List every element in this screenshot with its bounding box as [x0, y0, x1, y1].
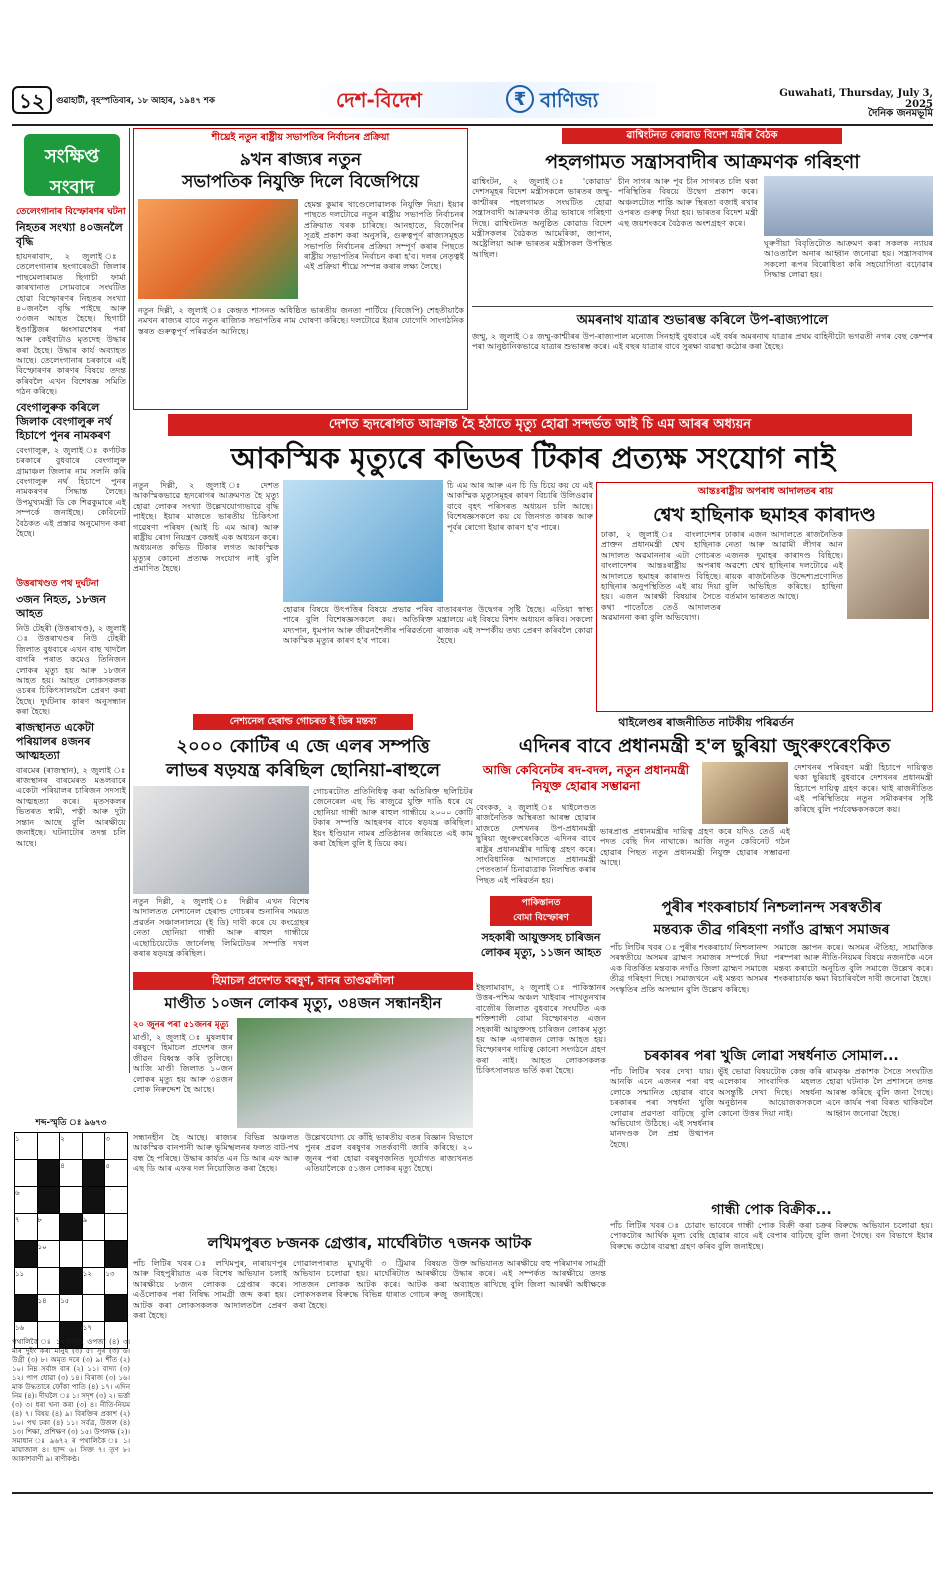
- story-headline: মাণ্ডীত ১০জন লোকৰ মৃত্যু, ৩৪জন সন্ধানহীন: [164, 994, 442, 1012]
- story-body: পাঁচ লিটিৰ খবৰ দেখা যায়। আনকি এনে এজনৰ পৰা বহু লোকে সন্মানিত হোৱাৰ বাবে চৰকাৰৰ পৰা সম্বৰ্ধনা খুজি লোৱাৰ প্ৰৱণতা বাঢ়িছে বুলি অভিযোগ উঠিছে। এই সম্বৰ্ধনাৰ মানদণ্ডক লৈ প্ৰশ্ন উত্থাপন হৈছে।: [610, 1066, 714, 1149]
- story-national-herald: [133, 714, 473, 970]
- story-body: হোৱাৰ বিষয়ে উৎপত্তিৰ বিষয়ে প্ৰভাৱ পৰিব পাৰে বুলি বিশেষজ্ঞসকলে কয়। অতিৰিক্ত মদ্যপান, ধূমপান আৰু জীৱনশৈলীৰ পৰিৱৰ্তনো আকস্মিক মৃত্যুৰ কাৰণ হ'ব পাৰে।: [283, 604, 433, 646]
- story-covid: [133, 480, 593, 712]
- quad-ministers-photo: [764, 176, 933, 236]
- masthead: [12, 80, 933, 124]
- story-body: বেংকক, ২ জুলাই ঃ থাইলেণ্ডত ৰাজনৈতিক অস্থিৰতা আৰম্ভ হোৱাৰ মাজতে দেশখনৰ উপ-প্ৰধানমন্ত্ৰী ছুৰিয়া জুংৰুংৰেংকিতে এদিনৰ বাবে ৰাষ্ট্ৰৰ প্ৰধানমন্ত্ৰীৰ দায়িত্ব গ্ৰহণ কৰে। সাংবিধানিক আদালতে প্ৰধানমন্ত্ৰী পেতংতাৰ্ন চিনাৱাত্ৰাক নিলম্বিত কৰাৰ পিছত এই পৰিৱৰ্তন হয়।: [476, 802, 596, 885]
- story-body: ভুঁই ভোৱা বিষয়টোক কেন্দ্ৰ কৰি এলেকাৰ সাংবাদিক মহলত অসন্তুষ্টি দেখা দিছে। সম্বৰ্ধনা অনুষ্ঠানৰ আয়োজকসকলে কোনো উত্তৰ দিয়া নাই।: [718, 1066, 822, 1118]
- story-body: মাণ্ডী, ২ জুলাই ঃ মুষলধাৰ বৰষুণে হিমাচল প্ৰদেশৰ জন জীৱন বিধ্বস্ত কৰি তুলিছে। আজি মাণ্ডী জিলাত ১০জন লোকৰ মৃত্যু হয় আৰু ৩৪জন লোক নিৰুদ্দেশ হৈ আছে।: [133, 1032, 233, 1095]
- rupee-icon: ₹: [506, 85, 534, 113]
- section-title-banijya: বাণিজ্য: [540, 88, 599, 112]
- story-quad: [472, 128, 933, 304]
- story-amarnath: [472, 306, 933, 410]
- covid-vaccine-photo: [283, 480, 443, 602]
- sidebar-kicker: উত্তৰাখণ্ডত পথ দুৰ্ঘটনা: [16, 579, 99, 589]
- story-headline: লাভৰ ষড়যন্ত্ৰ কৰিছিল ছোনিয়া-ৰাহুলে: [165, 760, 441, 781]
- story-body: ঘূৰুণীয়া বিবৃতিটোত আক্ৰমণ কৰা সকলক ন্যায়ৰ আওতালৈ অনাৰ আহ্বান জনোৱা হয়। সন্ত্ৰাসবাদৰ সকলো ৰূপৰ বিৰোধিতা কৰি সহযোগিতা বঢ়োৱাৰ সিদ্ধান্ত লোৱা হয়।: [764, 238, 933, 280]
- story-puri: [610, 896, 933, 1042]
- banner-himachal: হিমাচল প্ৰদেশত বৰষুণ, বানৰ তাণ্ডৱলীলা: [133, 972, 473, 990]
- story-bjp: [133, 128, 468, 410]
- header-date-english: Guwahati, Thursday, July 3, 2025: [779, 88, 933, 110]
- story-subhead: আজি কেবিনেটৰ ৰদ-বদল, নতুন প্ৰধানমন্ত্ৰী নিযুক্ত হোৱাৰ সম্ভাৱনা: [482, 763, 690, 793]
- story-headline: এদিনৰ বাবে প্ৰধানমন্ত্ৰী হ'ল ছুৰিয়া জুংৰুংৰেংকিত: [518, 735, 891, 757]
- story-kicker: থাইলেণ্ডৰ ৰাজনীতিত নাটকীয় পৰিৱৰ্তন: [618, 716, 794, 729]
- story-body: সমাজে জ্ঞাপন কৰে। অসমৰ ঐতিহ্য, সামাজিক পৰম্পৰা আৰু নীতি-নিয়মৰ বিষয়ে নজনাকৈ এনে মন্তব্য কৰাটো অনুচিত বুলি সমাজে উল্লেখ কৰে। শংকৰাচাৰ্যক ক্ষমা বিচাৰিবলৈ দাবী জনোৱা হৈছে।: [774, 942, 933, 984]
- story-kicker: শীঘ্ৰেই নতুন ৰাষ্ট্ৰীয় সভাপতিৰ নিৰ্বাচনৰ প্ৰক্ৰিয়া: [211, 132, 390, 143]
- story-headline: মন্তব্যক তীব্ৰ গৰিহণা নগাঁও ব্ৰাহ্মণ সমাজৰ: [653, 922, 890, 938]
- story-headline: সহকাৰী আয়ুক্তসহ চাৰিজন লোকৰ মৃত্যু, ১১জন আহত: [480, 931, 602, 959]
- paper-name: দৈনিক জনমভূমি: [868, 108, 933, 119]
- crossword: [12, 1116, 130, 1488]
- story-lakhimpur: [133, 1232, 606, 1488]
- story-kicker: [490, 896, 592, 926]
- covid-headline: আকস্মিক মৃত্যুৰে কভিডৰ টিকাৰ প্ৰত্যক্ষ সংযোগ নাই: [230, 441, 836, 475]
- story-body: হেমন্ত কুমাৰ খাণ্ডেলোৱালক নিযুক্তি দিয়া। ইয়াৰ পাছতে দলটোৱে নতুন ৰাষ্ট্ৰীয় সভাপতি নিৰ্বাচনৰ প্ৰক্ৰিয়াত খৰক চাৰিছে। আনহাতে, বিজেপিৰ সূত্ৰই প্ৰকাশ কৰা অনুসৰি, গুৰুত্বপূৰ্ণ ৰাজ্যসমূহত সভাপতি নিৰ্বাচনৰ প্ৰক্ৰিয়া সম্পূৰ্ণ কৰাৰ পিছতে ৰাষ্ট্ৰীয় সভাপতিৰ নিৰ্বাচন কৰা হ'ব। দলৰ নেতৃত্বই এই প্ৰক্ৰিয়া শীঘ্ৰে সম্পন্ন কৰাৰ লক্ষ্য লৈছে।: [304, 199, 464, 272]
- kicker-line: পাকিস্তানত: [521, 898, 561, 908]
- footer-rule: [12, 1492, 933, 1494]
- story-headline: লখিমপুৰত ৮জনক গ্ৰেপ্তাৰ, মাৰ্ঘেৰিটাত ৭জনক আটক: [207, 1234, 532, 1252]
- story-headline: গান্ধী পোক বিক্ৰীক...: [711, 1202, 832, 1218]
- story-headline: অমৰনাথ যাত্ৰাৰ শুভাৰম্ভ কৰিলে উপ-ৰাজ্যপালে: [576, 313, 829, 328]
- story-himachal: [133, 972, 473, 1230]
- header-rule: [12, 124, 933, 126]
- bjp-photo: [138, 199, 298, 299]
- crossword-grid[interactable]: ১ ২ ৩ ৪ ৫ ৬ ৭ ৮ ৯ ১০ ১১ ১২ ১৩ ১৪ ১৫ ১৬ ১৭: [14, 1132, 128, 1349]
- story-body: ঢাকাৰ এজন আদালতে ৰাজনৈতিক নেতা আৰু আৱামী লীগৰ আন এজনক দুমাহৰ কাৰাদণ্ড বিহিছে। অৱশ্যে শ্বেখ হাছিনাৰ দলটোৱে এই ৰায়ক ৰাজনৈতিক উদ্দেশ্যপ্ৰণোদিত বুলি অভিহিত কৰিছে। হাছিনা বৰ্তমান ভাৰতত আছে।: [725, 529, 843, 602]
- story-kicker: নেশ্যনেল হেৰাল্ড গোচৰত ই ডিৰ মন্তব্য: [193, 714, 413, 730]
- flood-photo: [237, 1018, 473, 1128]
- story-headline: পহলগামত সন্ত্ৰাসবাদীৰ আক্ৰমণক গৰিহণা: [545, 151, 860, 173]
- story-kicker: আন্তঃৰাষ্ট্ৰীয় অপৰাধ আদালতৰ ৰায়: [697, 486, 834, 497]
- story-body: গোচৰটোত প্ৰতিনিধিত্ব কৰা অতিৰিক্ত ছলিচিটৰ জেনেৰেল এছ ভি ৰাজুৱে যুক্তি দাঙি ধৰে যে ছোনিয়া গান্ধী আৰু ৰাহুল গান্ধীয়ে ২০০০ কোটি টকাৰ সম্পত্তি আহৰণৰ বাবে ষড়যন্ত্ৰ কৰিছিল। ইয়ং ইণ্ডিয়ান নামৰ প্ৰতিষ্ঠানৰ জৰিয়তে এই কাম কৰা হৈছিল বুলি ই ডিয়ে কয়।: [313, 786, 473, 849]
- sidebar-body: নিউ টেহৰী (উত্তৰাখণ্ড), ২ জুলাই ঃ উত্তৰাখণ্ডৰ নিউ টেহৰী জিলাত বুধবাৰে এখন বাছ খাদলৈ বাগৰি পৰাত কমেও তিনিজন লোকৰ মৃত্যু হয় আৰু ১৮জন আহত হয়। আহত লোকসকলক ওচৰৰ চিকিৎসালয়লৈ প্ৰেৰণ কৰা হৈছে। দুৰ্ঘটনাৰ কাৰণ অনুসন্ধান কৰা হৈছে।: [16, 623, 126, 717]
- story-headline: ২০০০ কোটিৰ এ জে এলৰ সম্পত্তি: [176, 736, 430, 757]
- hasina-photo: [847, 529, 929, 619]
- story-gandhi-pok: [610, 1198, 933, 1488]
- story-headline: শ্বেখ হাছিনাক ছমাহৰ কাৰাদণ্ড: [653, 504, 876, 526]
- crossword-title: শব্দ-স্মৃতি ঃ ৯৬৭৩: [35, 1118, 107, 1128]
- sidebar-headline: ৩জন নিহত, ১৮জন আহত: [16, 593, 106, 620]
- sidebar-title-line2: সংবাদ: [49, 177, 95, 198]
- story-body: ৱাশ্বিংটন, ২ জুলাই ঃ 'কোৱাড' দেশসমূহৰ বিদেশ মন্ত্ৰীসকলে ভাৰতৰ জম্মু-কাশ্মীৰৰ পহলগামত সংঘটিত হোৱা সন্ত্ৰাসবাদী আক্ৰমণক তীব্ৰ ভাষাৰে গৰিহণা দিছে। ৱাশ্বিংটনত অনুষ্ঠিত কোৱাড বিদেশ মন্ত্ৰীসকলৰ বৈঠকত আমেৰিকা, জাপান, অষ্ট্ৰেলিয়া আৰু ভাৰতৰ মন্ত্ৰীসকল উপস্থিত আছিল।: [472, 176, 612, 259]
- story-body: নতুন দিল্লী, ২ জুলাই ঃ দিল্লীৰ এখন বিশেষ আদালতত নেশ্যনেল হেৰাল্ড গোচৰৰ শুনানিৰ সময়ত প্ৰৱৰ্তন সঞ্চালনালয়ে (ই ডি) দাবী কৰে যে কংগ্ৰেছৰ নেতা ছোনিয়া গান্ধী আৰু ৰাহুল গান্ধীয়ে এছোচিয়েটেড জাৰ্নেলছ লিমিটেডৰ সম্পত্তি দখল কৰাৰ ষড়যন্ত্ৰ কৰিছিল।: [133, 896, 309, 959]
- story-thailand: [476, 714, 933, 890]
- story-body: পাঁচ লিটিৰ খবৰ ঃ চোৱাং ভাবেৰে গান্ধী পোক বিক্ৰী কৰা চক্ৰৰ বিৰুদ্ধে অভিযান চলোৱা হয়। পোকটোৰ আৰ্থিক মূল্য বেছি হোৱাৰ বাবে এই বেপাৰ বাঢ়িছে বুলি জনা গৈছে। বন বিভাগে ইয়াৰ বিৰুদ্ধে কঠোৰ ব্যৱস্থা গ্ৰহণ কৰিব বুলি জনাইছে।: [610, 1220, 933, 1251]
- story-headline: চৰকাৰৰ পৰা খুজি লোৱা সম্বৰ্ধনাত সোমাল...: [644, 1048, 899, 1064]
- sidebar-kicker: তেলেংগানাৰ বিস্ফোৰণৰ ঘটনা: [16, 207, 126, 217]
- section-title-desh-bidesh: দেশ-বিদেশ: [336, 88, 422, 112]
- story-kicker: ৱাশ্বিংটনত কোৱাড বিদেশ মন্ত্ৰীৰ বৈঠক: [562, 128, 842, 144]
- sidebar-body: বেংগালুৰু, ২ জুলাই ঃ কৰ্ণাটক চৰকাৰে বুধবাৰে বেংগালুৰু গ্ৰামাঞ্চল জিলাৰ নাম সলনি কৰি বেংগালুৰু নৰ্থ হিচাপে পুনৰ নামকৰণৰ সিদ্ধান্ত লৈছে। উপমুখ্যমন্ত্ৰী ডি কে শিৱকুমাৰে এই সম্পৰ্কে জনাইছে। কেবিনেট বৈঠকত এই প্ৰস্তাৱ অনুমোদন কৰা হৈছে।: [16, 444, 126, 538]
- story-body: নতুন দিল্লী, ২ জুলাই ঃ কেন্দ্ৰত শাসনত অধিষ্ঠিত ভাৰতীয় জনতা পাৰ্টিয়ে (বিজেপি) শেহতীয়াকৈ নমখন ৰাজ্যৰ বাবে নতুন ৰাজ্যিক সভাপতিৰ নাম ঘোষণা কৰিছে। দলটোৱে ইয়াৰ যোগেদি সাংগঠনিক স্তৰত গুৰুত্বপূৰ্ণ পৰিৱৰ্তন আনিছে।: [138, 305, 464, 336]
- story-body: চি এম আৰ আৰু এন চি ডি চিয়ে কয় যে এই আকস্মিক মৃত্যুসমূহৰ কাৰণ বিচাৰি উলিওৱাৰ বাবে বৃহৎ পৰিসৰত অধ্যয়ন চলি আছে। বিশেষজ্ঞসকলে কয় যে জিনগত কাৰক আৰু পূৰ্বৰ ৰোগো ইয়াৰ কাৰণ হ'ব পাৰে।: [447, 480, 593, 532]
- story-hasina: [596, 482, 933, 712]
- story-body: বাতাবৰণত উদ্বেগৰ সৃষ্টি হৈছে। এতিয়া স্বাস্থ্য মন্ত্ৰালয়ে এই বিষয়ে বিশদ অধ্যয়ন কৰিব। সকলো ৰাজ্যক এই সম্পৰ্কীয় তথ্য প্ৰেৰণ কৰিবলৈ কোৱা হৈছে।: [437, 604, 593, 646]
- story-sambardhana: [610, 1044, 933, 1196]
- sidebar-title-line1: সংক্ষিপ্ত: [44, 146, 100, 167]
- sidebar-headline: বেংগালুৰুক কৰিলে জিলাক বেংগালুৰু নৰ্থ হিচাপে পুনৰ নামকৰণ: [16, 400, 112, 442]
- page-number: ১২: [12, 86, 52, 114]
- story-tag: ২০ জুনৰ পৰা ৫১জনৰ মৃত্যু: [133, 1020, 229, 1030]
- story-body: উক্ত অভিযানত আৰক্ষীয়ে বহু পৰিমাণৰ সামগ্ৰী উদ্ধাৰ কৰে। এই সম্পৰ্কত আৰক্ষীয়ে তদন্ত অব্যাহত ৰাখিছে বুলি জিলা আৰক্ষী অধীক্ষকে জনাইছে।: [453, 1258, 606, 1300]
- story-body: পাঁচ লিটিৰ খবৰ ঃ লখিমপুৰ, নাৰায়ণপুৰ আৰু বিহপুৰীয়াত এক বিশেষ অভিযান চলাই আৰক্ষীয়ে ৮জন লোকক গ্ৰেপ্তাৰ কৰে। এওঁলোকৰ পৰা নিষিদ্ধ সামগ্ৰী জব্দ কৰা হয়। আটক কৰা লোকসকলক আদালতলৈ প্ৰেৰণ কৰা হৈছে।: [133, 1258, 287, 1321]
- crossword-clues: পথালিকৈ ঃ ১। সন্দেহ ওপজা (৪) ৩। মাৰ দুইং কৰা মানুহ (৩) ৫। সুৰ (৩) ৬। উগ্ৰী (৩) ৮। অমৃত দৰে (৩) ৯। শীঁত (২) ১০। নিম্ন সৰ্বাঙ্গ বাৰ (২) ১১। বাদ্য্য (৩) ১২। পাপ ধোৱা (৩) ১৪। বিৰাজ (৩) ১৬। মাক উদ্ধতাৰে ফোঁকা পাতি (৪) ১৭। এদিন নিম (৪)। দীঘলৈ ঃ ১। সদৃশ (৩) ২। ভৰ্ত্তা (৩) ৩। ধৰা খনা কৰা (৩) ৪। নীতি-নিয়ম (৪) ৭। বিষয় (৪) ৯। বিৰক্তিৰ প্ৰকাশ (২) ১০। পথ ঢকা (৪) ১১। সৰ্বত্ৰ, উজল (৪) ১৩। শিক্ষা, প্ৰশিক্ষণ (৩) ১৫। উপলক্ষ (২)। সমাধান ঃ ৯৬৭২ ৰ পথালিকৈ ঃ ১। মায়াজাল ৪। ছান্দ ৬। সিক্ত ৭। তৃণ ৮। আকাশবাণী ৯। ৰাণীকণ্ঠ।: [12, 1338, 130, 1463]
- story-body: চীন সাগৰ আৰু পূব চীন সাগৰত চলি থকা পৰিস্থিতিৰ বিষয়ে উদ্বেগ প্ৰকাশ কৰে। অঞ্চলটোত শান্তি আৰু স্থিৰতা বজাই ৰখাৰ ওপৰত গুৰুত্ব দিয়া হয়। ভাৰতৰ বিদেশ মন্ত্ৰী এছ জয়শংকৰে বৈঠকত অংশগ্ৰহণ কৰে।: [618, 176, 758, 228]
- story-body: ইছলামাবাদ, ২ জুলাই ঃ পাকিস্তানৰ উত্তৰ-পশ্চিম অঞ্চল খাইবাৰ পাখতুনখাৰ বাজৌৰ জিলাত বুধবাৰে সংঘটিত এক শক্তিশালী বোমা বিস্ফোৰণত এজন সহকাৰী আয়ুক্তসহ চাৰিজন লোকৰ মৃত্যু হয় আৰু এগাৰজন লোক আহত হয়। বিস্ফোৰণৰ দায়িত্ব কোনো সংগঠনে গ্ৰহণ কৰা নাই। আহত লোকসকলক চিকিৎসালয়ত ভৰ্তি কৰা হৈছে।: [476, 982, 606, 1076]
- story-body: ঢাকা, ২ জুলাই ঃ বাংলাদেশৰ প্ৰাক্তন প্ৰধানমন্ত্ৰী শ্বেখ হাছিনাক আদালত অৱমাননাৰ এটা গোচৰত বাংলাদেশৰ আন্তঃৰাষ্ট্ৰীয় অপৰাধ আদালতে ছমাহৰ কাৰাদণ্ড বিহিছে। হাছিনাৰ অনুপস্থিতিত এই ৰায় দিয়া হয়। এজন আৰক্ষী বিষয়াৰ সৈতে কথা পাতোঁতে তেওঁ আদালতৰ অৱমাননা কৰা বুলি অভিযোগ।: [601, 529, 721, 623]
- story-body: গোৱালপাৰাত মুখামুখী ৩ ট্ৰিমাৰ বিষয়ত অভিযান চলোৱা হয়। মাৰ্ঘেৰিটাত আৰক্ষীয়ে সাতজন লোকক আটক কৰে। আটক কৰা লোকসকলৰ বিৰুদ্ধে বিভিন্ন ধাৰাত গোচৰ ৰুজু কৰা হৈছে।: [293, 1258, 447, 1310]
- sonia-rahul-photo: [133, 786, 309, 894]
- story-body: নতুন দিল্লী, ২ জুলাই ঃ দেশত আকস্মিকভাৱে হৃদৰোগৰ আক্ৰমণত হৈ মৃত্যু হোৱা লোকৰ সংখ্যা উল্লেখযোগ্যভাৱে বৃদ্ধি পাইছে। ইয়াৰ মাজতে ভাৰতীয় চিকিৎসা গৱেষণা পৰিষদ (আই চি এম আৰ) আৰু ৰাষ্ট্ৰীয় ৰোগ নিয়ন্ত্ৰণ কেন্দ্ৰই এক অধ্যয়ন কৰে। অধ্যয়নত কভিড টিকাৰ লগত আকস্মিক মৃত্যুৰ কোনো প্ৰত্যক্ষ সংযোগ নাই বুলি প্ৰমাণিত হৈছে।: [133, 480, 279, 574]
- story-pakistan: [476, 896, 606, 1156]
- story-body: দেশখনৰ পৰিবহণ মন্ত্ৰী হিচাপে দায়িত্বত থকা ছুৰিয়াই বুধবাৰে দেশখনৰ প্ৰধানমন্ত্ৰী হিচাপে দায়িত্ব গ্ৰহণ কৰে। থাই ৰাজনীতিত এই পৰিস্থিতিয়ে নতুন সমীকৰণৰ সৃষ্টি কৰিছে বুলি পৰ্যবেক্ষকসকলে কয়।: [794, 762, 933, 814]
- suriya-photo: [702, 762, 788, 824]
- story-headline: ৯খন ৰাজ্যৰ নতুন: [239, 150, 362, 170]
- story-body: জম্মু, ২ জুলাই ঃ জম্মু-কাশ্মীৰৰ উপ-ৰাজ্যপাল মনোজ সিনহাই বুধবাৰে এই বৰ্ষৰ অমৰনাথ যাত্ৰাৰ প্ৰথম বাহিনীটো ভগৱতী নগৰ বেছ কেম্পৰ পৰা আনুষ্ঠানিকভাৱে যাত্ৰাৰ শুভাৰম্ভ কৰে। এই বছৰ যাত্ৰাৰ বাবে সুৰক্ষা ব্যৱস্থা কঠোৰ কৰা হৈছে।: [472, 331, 933, 352]
- story-body: ভাৰপ্ৰাপ্ত প্ৰধানমন্ত্ৰীৰ দায়িত্ব গ্ৰহণ কৰে যদিও তেওঁ এই পদত বেছি দিন নাথাকে। আজি নতুন কেবিনেট গঠন হোৱাৰ পিছত নতুন প্ৰধানমন্ত্ৰী নিযুক্ত হোৱাৰ সম্ভাৱনা আছে।: [600, 826, 790, 868]
- sidebar-headline: নিহতৰ সংখ্যা ৪০জনলৈ বৃদ্ধি: [16, 221, 123, 248]
- story-body: পাঁচ লিটিৰ খবৰ ঃ পুৰীৰ শংকৰাচাৰ্য নিশ্চলানন্দ সৰস্বতীয়ে অসমৰ ব্ৰাহ্মণ সমাজৰ সম্পৰ্কে দিয়া এক বিতৰ্কিত মন্তব্যক নগাঁও জিলা ব্ৰাহ্মণ সমাজে তীব্ৰ গৰিহণা দিছে। সমাজখনে এই মন্তব্য অসমৰ সংস্কৃতিৰ প্ৰতি অসন্মান বুলি উল্লেখ কৰিছে।: [610, 942, 768, 994]
- sidebar-body: হায়দৰাবাদ, ২ জুলাই ঃ তেলেংগানাৰ ছংগাৰেড্ডী জিলাৰ পাছমেলাৰামত ছিগাচী ফাৰ্মা কাৰখানাত সোমবাৰে সংঘটিত হোৱা বিস্ফোৰণৰ নিহতৰ সংখ্যা ৪০জনলৈ বৃদ্ধি পাইছে আৰু ৩৩জন আহত হৈছে। ছিগাচী ইণ্ডাষ্ট্ৰিজৰ ধ্বংসাৱশেষৰ পৰা আৰু কেইবাটাও মৃতদেহ উদ্ধাৰ কৰা হৈছে। উদ্ধাৰ কাৰ্য অব্যাহত আছে। তেলেংগানাৰ চৰকাৰে এই বিস্ফোৰণৰ কাৰণৰ বিষয়ে তদন্ত কৰিবলৈ এখন বিশেষজ্ঞ সমিতি গঠন কৰিছে।: [16, 251, 126, 397]
- story-headline: পুৰীৰ শংকৰাচাৰ্য নিশ্চলানন্দ সৰস্বতীৰ: [661, 898, 882, 916]
- sidebar-headline: ৰাজস্থানত একেটা পৰিয়ালৰ ৪জনৰ আত্মহত্যা: [16, 720, 95, 762]
- header-date-assamese: গুৱাহাটী, বৃহস্পতিবাৰ, ১৮ আহাৰ, ১৯৪৭ শক: [56, 96, 215, 106]
- sidebar-body: বাৰমেৰ (ৰাজস্থান), ২ জুলাই ঃ ৰাজস্থানৰ বাৰমেৰত মঙলবাৰে একেটা পৰিয়ালৰ চাৰিজন সদস্যই আত্মহত্যা কৰে। মৃতসকলৰ ভিতৰত স্বামী, পত্নী আৰু দুটা সন্তান আছে বুলি আৰক্ষীয়ে জনাইছে। ঘটনাটোৰ তদন্ত চলি আছে।: [16, 764, 126, 848]
- kicker-line: বোমা বিস্ফোৰণ: [513, 913, 569, 923]
- story-body: সন্ধানহীন হৈ আছে। ৰাজ্যৰ বিভিন্ন অঞ্চলত আকস্মিক বানপানী আৰু ভূমিস্খলনৰ ফলত বাট-পথ বন্ধ হৈ পৰিছে। উদ্ধাৰ কাৰ্যত এন ডি আৰ এফ আৰু এছ ডি আৰ এফৰ দল নিয়োজিত কৰা হৈছে।: [133, 1132, 299, 1174]
- section-banner: [302, 82, 678, 118]
- story-body: ৰামকৃষ্ণ প্ৰকাশক সৈতে সংঘটিত হোৱা ঘটনাক লৈ প্ৰশাসনে তদন্ত আৰম্ভ কৰিছে বুলি জনা গৈছে। এনে কাৰ্যৰ পৰা বিৰত থাকিবলৈ আহ্বান জনোৱা হৈছে।: [826, 1066, 933, 1118]
- sidebar: [12, 128, 130, 1073]
- story-headline: সভাপতিক নিযুক্তি দিলে বিজেপিয়ে: [182, 172, 419, 192]
- sidebar-title-box: [24, 134, 120, 196]
- banner-icmr: দেশত হৃদৰোগত আক্ৰান্ত হৈ হঠাতে মৃত্যু হোৱা সন্দৰ্ভত আই চি এম আৰৰ অধ্যয়ন: [168, 414, 912, 436]
- story-body: উল্লেখযোগ্য যে কাঁহি ভাৰতীয় বতৰ বিজ্ঞান বিভাগে পুনৰ প্ৰৱল বৰষুণৰ সতৰ্কবাণী জাৰি কৰিছে। ২০ জুনৰ পৰা হোৱা বৰষুণজনিত দুৰ্যোগত ৰাজ্যখনত এতিয়ালৈকে ৫১জন লোকৰ মৃত্যু হৈছে।: [305, 1132, 473, 1174]
